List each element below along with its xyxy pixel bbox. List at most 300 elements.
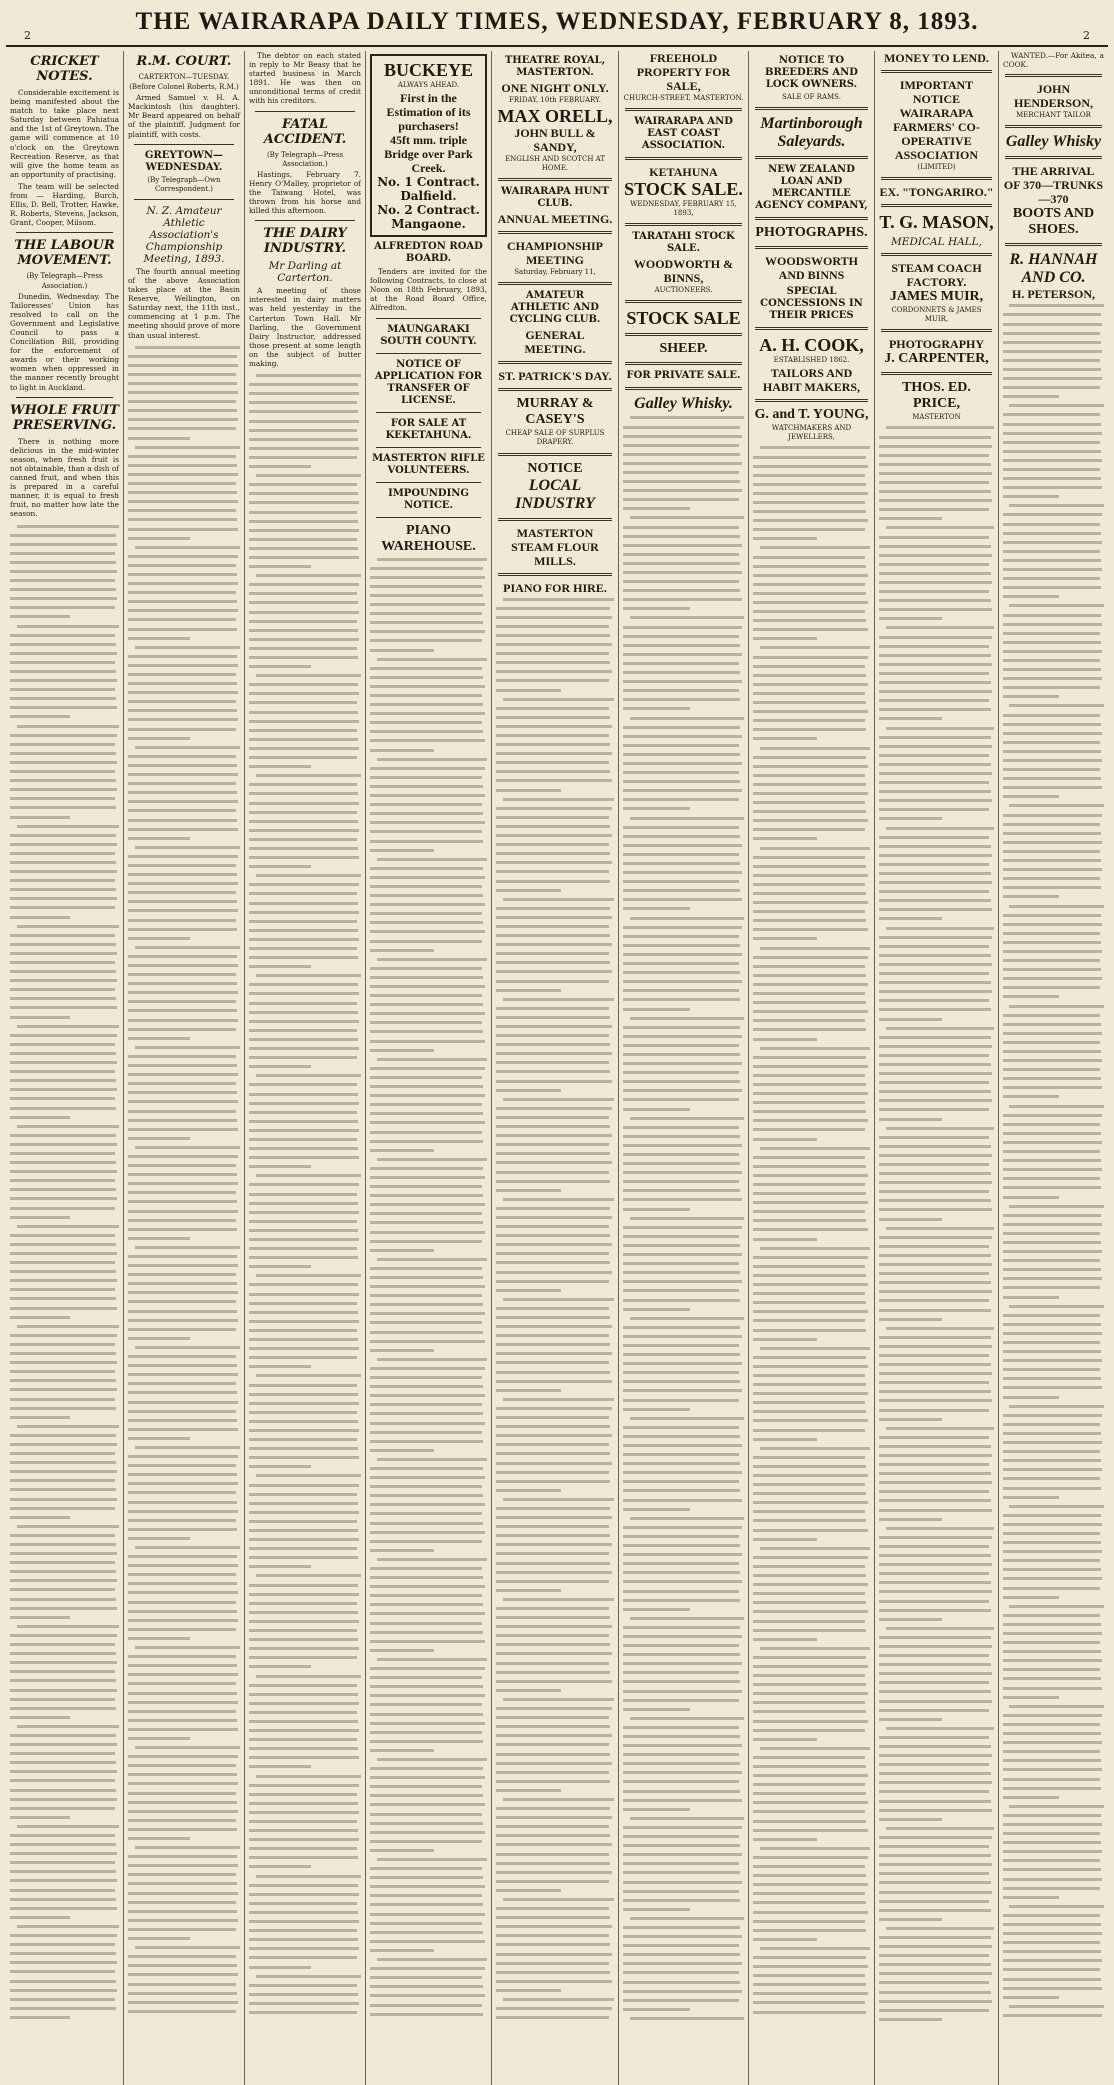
text-line-texture [623,1768,744,1777]
text-line-texture [1003,938,1104,947]
text-line-texture [10,1904,119,1913]
buckeye-estimation: First in the Estimation of its purchasers! [386,91,471,134]
text-line-texture [10,1076,119,1085]
text-line-texture [753,1726,870,1735]
text-line-texture [496,1240,614,1249]
text-line-texture [496,622,614,631]
text-line-texture [1003,1083,1104,1092]
text-line-texture [10,1094,119,1103]
text-line-texture [370,1491,487,1500]
rm-court-before: (Before Colonel Roberts, R.M.) [129,83,239,92]
text-line-texture [623,1514,744,1523]
masthead [6,6,1108,47]
text-line-texture [1003,783,1104,792]
text-line-texture [1003,1174,1104,1183]
text-line-texture [1003,410,1104,419]
text-line-texture [249,389,361,398]
text-line-texture [753,1507,870,1516]
text-line-texture [496,1504,614,1513]
text-line-texture [249,1344,361,1353]
text-line-texture [623,1523,744,1532]
text-line-texture [249,808,361,817]
text-line-texture [753,1125,870,1134]
text-line-texture [879,1351,994,1360]
text-line-texture [370,682,487,691]
text-line-texture [370,1146,487,1155]
text-line-texture [1003,1229,1104,1238]
text-line-texture [128,688,240,697]
text-line-texture [10,1176,119,1185]
text-line-texture [128,1570,240,1579]
text-line-texture [879,824,994,833]
text-line-texture [128,1179,240,1188]
text-line-texture [249,1053,361,1062]
text-line-texture [753,934,870,943]
text-line-texture [128,1488,240,1497]
text-line-texture [623,1941,744,1950]
text-line-texture [496,740,614,749]
text-line-texture [496,1031,614,1040]
text-line-texture [128,1970,240,1979]
text-line-texture [128,1079,240,1088]
text-line-texture [249,444,361,453]
rifle-heading: MASTERTON RIFLE VOLUNTEERS. [372,452,485,476]
text-line-texture [249,1253,361,1262]
text-line-texture [496,1559,614,1568]
text-line-texture [879,614,994,623]
text-line-texture [1003,683,1104,692]
text-line-texture [370,855,487,864]
text-line-texture [1003,1902,1104,1911]
text-line-texture [496,1386,614,1395]
text-line-texture [10,531,119,540]
column-8 [875,51,999,2085]
text-line-texture [249,926,361,935]
text-line-texture [370,564,487,573]
text-line-texture [249,1508,361,1517]
text-line-texture [623,1732,744,1741]
text-line-texture [879,1787,994,1796]
text-line-texture [753,1307,870,1316]
text-line-texture [879,1042,994,1051]
text-line-texture [10,785,119,794]
carpenter-heading: J. CARPENTER, [884,351,989,367]
text-line-texture [753,1116,870,1125]
text-line-texture [10,1531,119,1540]
text-line-texture [879,705,994,714]
text-line-texture [753,1044,870,1053]
text-line-texture [623,1568,744,1577]
text-line-texture [1003,1293,1104,1302]
text-line-texture [370,609,487,618]
text-line-texture [249,1753,361,1762]
text-line-texture [1003,883,1104,892]
labour-sub: (By Telegraph—Press Association.) [26,272,103,290]
sheep-heading: SHEEP. [659,341,708,357]
text-line-texture [879,1369,994,1378]
text-line-texture [1003,901,1104,910]
text-line-texture [249,871,361,880]
text-line-texture [10,1940,119,1949]
text-line-texture [128,1543,240,1552]
fatal-heading: FATAL ACCIDENT. [263,116,347,147]
text-line-texture [128,1216,240,1225]
text-line-texture [249,826,361,835]
text-line-texture [128,952,240,961]
text-line-texture [128,906,240,915]
text-line-texture [370,1973,487,1982]
text-line-texture [496,758,614,767]
text-line-texture [1003,2011,1104,2020]
text-line-texture [128,1552,240,1561]
text-line-texture [128,1034,240,1043]
text-line-texture [128,979,240,988]
buckeye-bridge: 45ft mm. triple Bridge over Park Creek. [384,133,473,176]
text-line-texture [249,962,361,971]
text-line-texture [1003,1465,1104,1474]
text-line-texture [249,1962,361,1971]
text-line-texture [1003,965,1104,974]
text-line-texture [623,1859,744,1868]
text-line-texture [128,643,240,652]
text-line-texture [10,1840,119,1849]
text-line-texture [753,525,870,534]
text-line-texture [249,1726,361,1735]
text-line-texture [128,1052,240,1061]
text-line-texture [1003,1984,1104,1993]
text-line-texture [623,1186,744,1195]
text-line-texture [10,903,119,912]
text-line-texture [496,1695,614,1704]
text-line-texture [753,1398,870,1407]
text-line-texture [370,1082,487,1091]
text-line-texture [879,1715,994,1724]
text-line-texture [370,1591,487,1600]
text-line-texture [496,1968,614,1977]
alfredton-text: Tenders are invited for the following Contracts, to close at Noon on 18th February, 1893, at the Road Board Office, Alfredton. [370,267,487,313]
text-line-texture [496,1204,614,1213]
championship-meeting: CHAMPIONSHIP MEETING [507,239,603,268]
text-line-texture [10,1549,119,1558]
text-line-texture [879,1151,994,1160]
column-8-body [879,423,994,2024]
text-line-texture [1003,720,1104,729]
text-line-texture [879,1406,994,1415]
text-line-texture [496,1158,614,1167]
text-line-texture [10,803,119,812]
tongariro: EX. "TONGARIRO." [879,185,994,200]
text-line-texture [623,550,744,559]
text-line-texture [623,1086,744,1095]
text-line-texture [249,1799,361,1808]
text-line-texture [10,858,119,867]
text-line-texture [370,1719,487,1728]
text-line-texture [753,1225,870,1234]
text-line-texture [1003,1793,1104,1802]
text-line-texture [623,1132,744,1141]
henderson-heading: JOHN HENDERSON, [1013,82,1093,111]
max-orell: MAX ORELL, [497,106,613,127]
text-line-texture [623,1459,744,1468]
text-line-texture [249,1408,361,1417]
text-line-texture [249,1762,361,1771]
text-line-texture [753,825,870,834]
text-line-texture [10,822,119,831]
text-line-texture [249,1571,361,1580]
text-line-texture [623,1787,744,1796]
text-line-texture [1003,1493,1104,1502]
text-line-texture [753,1062,870,1071]
text-line-texture [496,613,614,622]
text-line-texture [128,361,240,370]
text-line-texture [753,1635,870,1644]
text-line-texture [1003,1411,1104,1420]
text-line-texture [128,1898,240,1907]
text-line-texture [1003,610,1104,619]
text-line-texture [10,1986,119,1995]
stock-sale-2: STOCK SALE [626,308,741,329]
text-line-texture [249,1062,361,1071]
text-line-texture [370,1382,487,1391]
text-line-texture [879,896,994,905]
text-line-texture [128,1607,240,1616]
text-line-texture [128,961,240,970]
text-line-texture [370,1773,487,1782]
text-line-texture [879,1360,994,1369]
text-line-texture [128,1507,240,1516]
text-line-texture [879,1387,994,1396]
text-line-texture [753,998,870,1007]
text-line-texture [370,1646,487,1655]
text-line-texture [496,1186,614,1195]
text-line-texture [496,1540,614,1549]
text-line-texture [623,1659,744,1668]
text-line-texture [370,1582,487,1591]
text-line-texture [496,686,614,695]
text-line-texture [128,1343,240,1352]
text-line-texture [1003,1111,1104,1120]
text-line-texture [879,1233,994,1242]
text-line-texture [1003,1811,1104,1820]
text-line-texture [623,777,744,786]
text-line-texture [623,459,744,468]
text-line-texture [879,1460,994,1469]
text-line-texture [753,1880,870,1889]
text-line-texture [623,1823,744,1832]
photographs-heading: PHOTOGRAPHS. [755,225,868,241]
text-line-texture [370,1919,487,1928]
text-line-texture [370,1928,487,1937]
text-line-texture [10,1122,119,1131]
text-line-texture [370,1600,487,1609]
text-line-texture [370,1564,487,1573]
text-line-texture [10,1513,119,1522]
text-line-texture [623,1250,744,1259]
text-line-texture [249,1144,361,1153]
text-line-texture [753,834,870,843]
text-line-texture [249,1190,361,1199]
text-line-texture [496,1568,614,1577]
text-line-texture [623,1032,744,1041]
text-line-texture [370,1300,487,1309]
text-line-texture [128,1825,240,1834]
text-line-texture [879,1260,994,1269]
text-line-texture [623,741,744,750]
text-line-texture [370,1218,487,1227]
text-line-texture [879,869,994,878]
text-line-texture [10,658,119,667]
text-line-texture [249,407,361,416]
text-line-texture [128,579,240,588]
text-line-texture [1003,1629,1104,1638]
farmers-association: WAIRARAPA FARMERS' CO-OPERATIVE ASSOCIATION [893,106,980,162]
text-line-texture [128,1643,240,1652]
text-line-texture [879,1342,994,1351]
text-line-texture [496,1759,614,1768]
text-line-texture [1003,319,1104,328]
text-line-texture [623,1650,744,1659]
piano-for-hire: PIANO FOR HIRE. [503,580,607,595]
text-line-texture [879,678,994,687]
text-line-texture [249,1999,361,2008]
text-line-texture [623,1887,744,1896]
text-line-texture [10,694,119,703]
text-line-texture [1003,911,1104,920]
text-line-texture [370,1373,487,1382]
text-line-texture [370,1546,487,1555]
fatal-sub: (By Telegraph—Press Association.) [266,150,344,168]
text-line-texture [879,1960,994,1969]
text-line-texture [249,1481,361,1490]
text-line-texture [1003,792,1104,801]
text-line-texture [10,1385,119,1394]
text-line-texture [370,1837,487,1846]
text-line-texture [1003,392,1104,401]
text-line-texture [10,1394,119,1403]
text-line-texture [10,1931,119,1940]
text-line-texture [249,1471,361,1480]
text-line-texture [623,1414,744,1423]
text-line-texture [496,713,614,722]
text-line-texture [128,1925,240,1934]
text-line-texture [1003,1747,1104,1756]
text-line-texture [249,1881,361,1890]
text-line-texture [1003,338,1104,347]
text-line-texture [753,880,870,889]
text-line-texture [1003,1474,1104,1483]
text-line-texture [128,1889,240,1898]
text-line-texture [128,561,240,570]
text-line-texture [249,498,361,507]
text-line-texture [10,1913,119,1922]
text-line-texture [128,1207,240,1216]
text-line-texture [128,1834,240,1843]
text-line-texture [496,1468,614,1477]
text-line-texture [496,1104,614,1113]
text-line-texture [753,1589,870,1598]
text-line-texture [128,1852,240,1861]
text-line-texture [623,1987,744,1996]
impound-heading: IMPOUNDING NOTICE. [388,487,469,511]
text-line-texture [1003,1329,1104,1338]
text-line-texture [1003,1929,1104,1938]
text-line-texture [1003,1365,1104,1374]
text-line-texture [1003,711,1104,720]
text-line-texture [128,1334,240,1343]
text-line-texture [10,967,119,976]
text-line-texture [623,1850,744,1859]
text-line-texture [496,1786,614,1795]
text-line-texture [623,613,744,622]
text-line-texture [623,632,744,641]
text-line-texture [1003,738,1104,747]
text-line-texture [249,1590,361,1599]
text-line-texture [753,1753,870,1762]
general-meeting: GENERAL MEETING. [524,328,586,357]
text-line-texture [753,1171,870,1180]
text-line-texture [128,779,240,788]
text-line-texture [1003,583,1104,592]
text-line-texture [1003,1320,1104,1329]
text-line-texture [623,1368,744,1377]
text-line-texture [10,1858,119,1867]
text-line-texture [249,1517,361,1526]
text-line-texture [496,1549,614,1558]
fatal-text: Hastings, February 7. Henry O'Malley, proprietor of the Taiwang Hotel, was thrown from his horse and killed this afternoon. [249,169,361,216]
text-line-texture [128,916,240,925]
text-line-texture [753,925,870,934]
text-line-texture [10,731,119,740]
text-line-texture [496,649,614,658]
text-line-texture [10,567,119,576]
text-line-texture [128,697,240,706]
text-line-texture [496,1659,614,1668]
association-heading: WAIRARAPA AND EAST COAST ASSOCIATION. [634,116,733,152]
text-line-texture [623,1705,744,1714]
text-line-texture [128,1870,240,1879]
text-line-texture [10,1058,119,1067]
text-line-texture [10,2004,119,2013]
text-line-texture [1003,620,1104,629]
text-line-texture [753,1553,870,1562]
cordonnets: CORDONNETS & JAMES MUIR, [891,306,982,324]
text-line-texture [370,1628,487,1637]
text-line-texture [753,780,870,789]
text-line-texture [496,822,614,831]
text-line-texture [1003,829,1104,838]
text-line-texture [128,997,240,1006]
text-line-texture [370,1682,487,1691]
maungaraki-heading: MAUNGARAKI SOUTH COUNTY. [380,323,477,347]
text-line-texture [10,1276,119,1285]
text-line-texture [1003,1192,1104,1201]
text-line-texture [496,1313,614,1322]
text-line-texture [370,1637,487,1646]
text-line-texture [128,543,240,552]
text-line-texture [753,1471,870,1480]
text-line-texture [496,1277,614,1286]
text-line-texture [879,1778,994,1787]
text-line-texture [753,1607,870,1616]
wanted-cook: WANTED.—For Akitea, a COOK. [1003,51,1104,70]
text-line-texture [753,1289,870,1298]
text-line-texture [753,689,870,698]
columns [6,51,1108,2085]
text-line-texture [370,1882,487,1891]
text-line-texture [128,388,240,397]
text-line-texture [879,942,994,951]
text-line-texture [879,1287,994,1296]
